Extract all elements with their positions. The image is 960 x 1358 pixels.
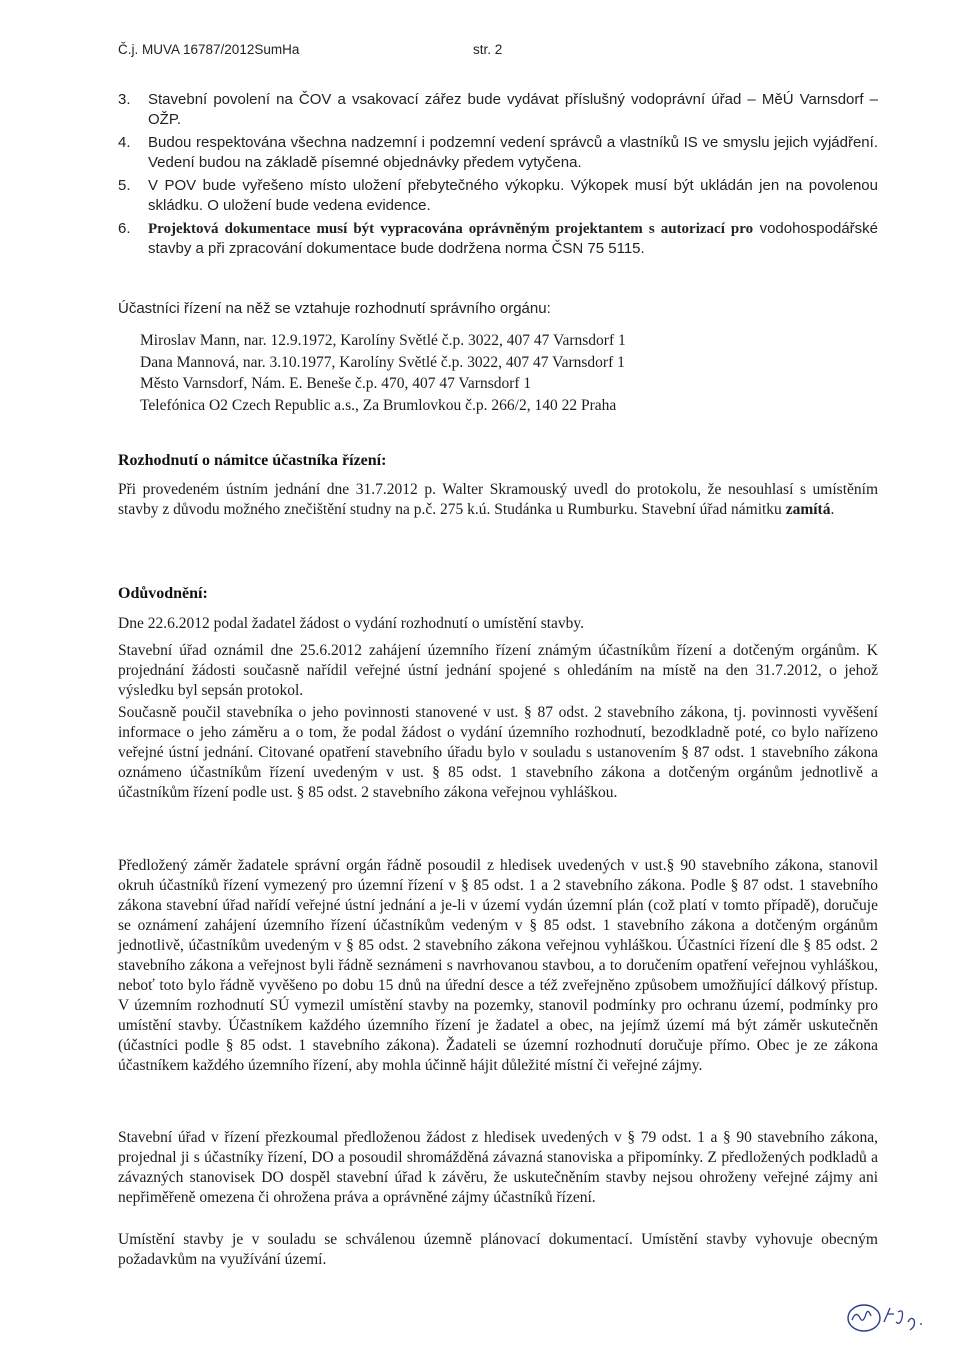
reasoning-paragraph: Stavební úřad oznámil dne 25.6.2012 zahájení územního řízení známým účastníkům řízení a dotčeným orgánům. K projednání žádosti současně nařídil veřejné ústní jednání spojené s ohledáním na místě na den 31.7.2012, o jehož výsledku byl sepsán protokol. (118, 642, 878, 699)
condition-item: 4. Budou respektována všechna nadzemní i podzemní vedení správců a vlastníků IS ve smyslu jejich vyjádření. Vedení budou na základě písemné objednávky předem vytyčena. (118, 134, 878, 171)
objection-text: Při provedeném ústním jednání dne 31.7.2012 p. Walter Skramouský uvedl do protokolu, že nesouhlasí s umístěním stavby z důvodu možného znečištění studny na p.č. 275 k.ú. Studánka u Rumburku. Stavební úřad námitku zamítá. (118, 481, 878, 518)
objection-heading: Rozhodnutí o námitce účastníka řízení: (118, 452, 387, 469)
page-number: str. 2 (473, 42, 503, 57)
condition-item: 3. Stavební povolení na ČOV a vsakovací zářez bude vydávat příslušný vodoprávní úřad – MěÚ Varnsdorf – OŽP. (118, 91, 878, 128)
condition-text: vodohospodářské stavby a při zpracování dokumentace bude dodržena norma ČSN 75 5115. (148, 220, 878, 257)
condition-bold-text: Projektová dokumentace musí být vypracována oprávněným projektantem s autorizací pro (148, 221, 754, 237)
condition-item: 5. V POV bude vyřešeno místo uložení přebytečného výkopku. Výkopek musí být ukládán jen na povolenou skládku. O uložení bude vedena evidence. (118, 177, 878, 214)
reasoning-paragraph: Předložený záměr žadatele správní orgán řádně posoudil z hledisek uvedených v ust.§ 90 stavebního zákona, stanovil okruh účastníků řízení vymezený pro územní řízení v § 85 odst. 1 a 2 stavebního zákona. Podle § 87 odst. 1 stavebního zákona stavební úřad nařídí veřejné ústní jednání a je-li v území vydán územní plán (což platí v tomto případě), doručuje se oznámení zahájení územního řízení účastníkům vedeným v § 85 odst. 1 stavebního zákona a dotčeným orgánům jednotlivě, účastníkům uvedeným v § 85 odst. 2 stavebního zákona veřejnou vyhláškou. Účastníci řízení dle § 85 odst. 2 stavebního zákona a veřejnost byli řádně seznámeni s navrhovanou stavbou, a to doručením opatření veřejnou vyhláškou, neboť toto bylo řádně vyvěšeno po dobu 15 dnů na úřední desce a též zveřejněno způsobem umožňující dálkový přístup. V územním rozhodnutí SÚ vymezil umístění stavby na pozemky, stanovil podmínky pro ochranu území, podmínky pro umístění stavby. Účastníkem každého územního řízení je žadatel a obec, na jejímž území má být záměr uskutečněn (účastníci podle § 85 odst. 1 stavebního zákona). Žadateli se územní rozhodnutí doručuje přímo. Obec je ze zákona účastníkem každého územního řízení, aby mohla účinně hájit důležité místní či veřejné zájmy. (118, 857, 878, 1074)
reasoning-paragraph: Současně poučil stavebníka o jeho povinnosti stanovené v ust. § 87 odst. 2 stavebního zákona, tj. povinnosti vyvěšení informace o jeho záměru a o tom, že podal žádost o vydání územního rozhodnutí, bezodkladně poté, co bylo nařízeno veřejné ústní jednání. Citované opatření stavebního úřadu bylo v souladu s ustanovením § 87 odst. 1 stavebního zákona oznámeno účastníkům řízení uvedeným v ust. § 85 odst. 1 stavebního zákona a dotčeným orgánům jednotlivě a účastníkům řízení podle ust. § 85 odst. 2 stavebního zákona veřejnou vyhláškou. (118, 704, 878, 801)
annotation-scribble (884, 1308, 922, 1330)
participants-list (140, 330, 840, 416)
condition-text: Budou respektována všechna nadzemní i podzemní vedení správců a vlastníků IS ve smyslu jejich vyjádření. Vedení budou na základě písemné objednávky předem vytyčena. (148, 134, 878, 171)
participant: Dana Mannová, nar. 3.10.1977, Karolíny Světlé č.p. 3022, 407 47 Varnsdorf 1 (140, 353, 625, 371)
participant: Telefónica O2 Czech Republic a.s., Za Brumlovkou č.p. 266/2, 140 22 Praha (140, 396, 617, 414)
objection-verdict: zamítá (785, 501, 831, 518)
reasoning-paragraph: Stavební úřad v řízení přezkoumal předloženou žádost z hledisek uvedených v § 79 odst. 1 a § 90 stavebního zákona, projednal ji s účastníky řízení, DO a posoudil shromážděná závazná stanoviska a připomínky. Z předložených podkladů a závazných stanovisek DO dospěl stavební úřad k závěru, že uskutečněním stavby nejsou ohroženy veřejné zájmy ani nepřiměřeně omezena či ohrožena práva a oprávněné zájmy účastníků řízení. (118, 1129, 878, 1206)
condition-text: Stavební povolení na ČOV a vsakovací zářez bude vydávat příslušný vodoprávní úřad – MěÚ Varnsdorf – OŽP. (148, 91, 878, 128)
reasoning-heading: Odůvodnění: (118, 585, 208, 602)
annotation-scribble (852, 1311, 871, 1320)
participant: Město Varnsdorf, Nám. E. Beneše č.p. 470, 407 47 Varnsdorf 1 (140, 375, 532, 392)
condition-item: 6. Projektová dokumentace musí být vypracována oprávněným projektantem s autorizací pro vodohospodářské stavby a při zpracování dokumentace bude dodržena norma ČSN 75 5115. (118, 220, 878, 257)
condition-text: V POV bude vyřešeno místo uložení přebytečného výkopku. Výkopek musí být ukládán jen na povolenou skládku. O uložení bude vedena evidence. (148, 177, 878, 214)
reasoning-paragraph: Dne 22.6.2012 podal žadatel žádost o vydání rozhodnutí o umístění stavby. (118, 615, 585, 632)
participant: Miroslav Mann, nar. 12.9.1972, Karolíny Světlé č.p. 3022, 407 47 Varnsdorf 1 (140, 332, 626, 349)
reference-number: Č.j. MUVA 16787/2012SumHa (118, 42, 300, 57)
page-header (118, 42, 518, 57)
handwritten-annotation (844, 1300, 934, 1340)
reasoning-paragraph: Umístění stavby je v souladu se schválenou územně plánovací dokumentací. Umístění stavby vyhovuje obecným požadavkům na využívání území. (118, 1231, 878, 1268)
conditions-list (118, 90, 878, 262)
participants-intro: Účastníci řízení na něž se vztahuje rozhodnutí správního orgánu: (118, 300, 551, 317)
